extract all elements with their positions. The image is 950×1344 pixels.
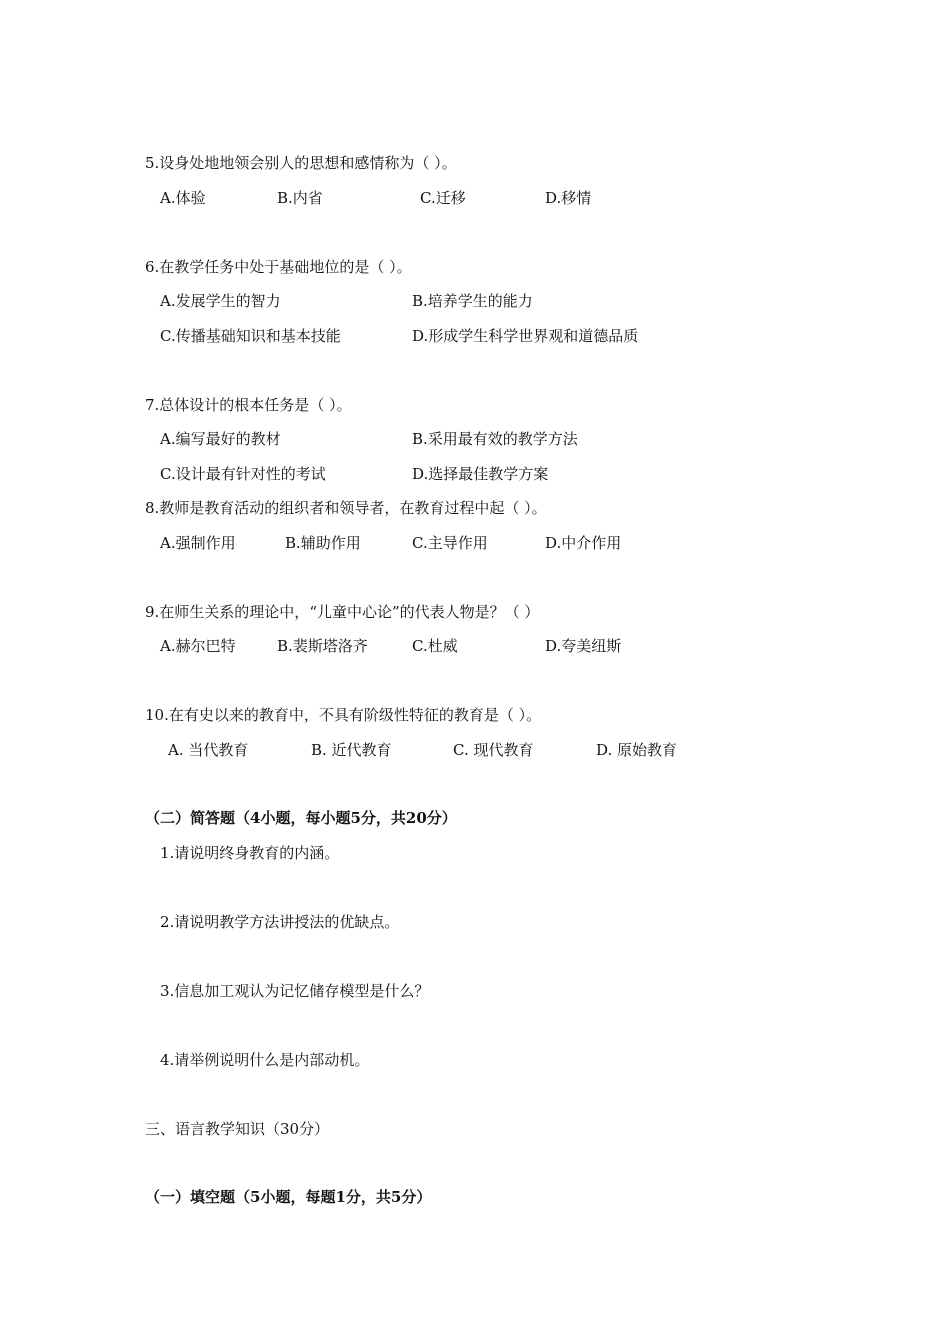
question-8-option-d: D.中介作用 <box>545 534 622 552</box>
question-6-option-c: C.传播基础知识和基本技能 <box>160 327 341 345</box>
question-10-option-d: D. 原始教育 <box>596 741 678 759</box>
question-10-option-b: B. 近代教育 <box>311 741 392 759</box>
question-7-option-a: A.编写最好的教材 <box>160 430 281 448</box>
question-10-stem: 10.在有史以来的教育中，不具有阶级性特征的教育是（ ）。 <box>145 706 542 724</box>
question-8-option-a: A.强制作用 <box>160 534 236 552</box>
short-answer-heading: （二）简答题（4小题，每小题5分，共20分） <box>145 809 457 827</box>
question-5-option-d: D.移情 <box>545 189 592 207</box>
question-8-stem: 8.教师是教育活动的组织者和领导者，在教育过程中起（ ）。 <box>145 499 547 517</box>
question-6-stem: 6.在教学任务中处于基础地位的是（ ）。 <box>145 258 412 276</box>
question-9-option-a: A.赫尔巴特 <box>160 637 236 655</box>
question-9-option-b: B.裴斯塔洛齐 <box>277 637 368 655</box>
question-10-option-c: C. 现代教育 <box>453 741 534 759</box>
short-answer-item-1: 1.请说明终身教育的内涵。 <box>160 844 340 862</box>
question-6-option-a: A.发展学生的智力 <box>160 292 281 310</box>
question-5-stem: 5.设身处地地领会别人的思想和感情称为（ ）。 <box>145 154 457 172</box>
question-6-option-b: B.培养学生的能力 <box>412 292 533 310</box>
question-8-option-b: B.辅助作用 <box>285 534 361 552</box>
fill-in-heading: （一）填空题（5小题，每题1分，共5分） <box>145 1188 432 1206</box>
short-answer-item-3: 3.信息加工观认为记忆储存模型是什么？ <box>160 982 430 1000</box>
question-7-option-c: C.设计最有针对性的考试 <box>160 465 326 483</box>
short-answer-item-2: 2.请说明教学方法讲授法的优缺点。 <box>160 913 400 931</box>
question-7-option-b: B.采用最有效的教学方法 <box>412 430 578 448</box>
section-3-heading: 三、语言教学知识（30分） <box>145 1120 330 1138</box>
question-5-option-a: A.体验 <box>160 189 206 207</box>
question-6-option-d: D.形成学生科学世界观和道德品质 <box>412 327 639 345</box>
short-answer-item-4: 4.请举例说明什么是内部动机。 <box>160 1051 370 1069</box>
question-5-option-b: B.内省 <box>277 189 323 207</box>
question-10-option-a: A. 当代教育 <box>168 741 249 759</box>
question-7-option-d: D.选择最佳教学方案 <box>412 465 549 483</box>
question-9-option-c: C.杜威 <box>412 637 458 655</box>
question-8-option-c: C.主导作用 <box>412 534 488 552</box>
question-7-stem: 7.总体设计的根本任务是（ ）。 <box>145 396 352 414</box>
question-9-option-d: D.夸美纽斯 <box>545 637 622 655</box>
question-5-option-c: C.迁移 <box>420 189 466 207</box>
question-9-stem: 9.在师生关系的理论中，“儿童中心论”的代表人物是？（ ） <box>145 603 540 621</box>
